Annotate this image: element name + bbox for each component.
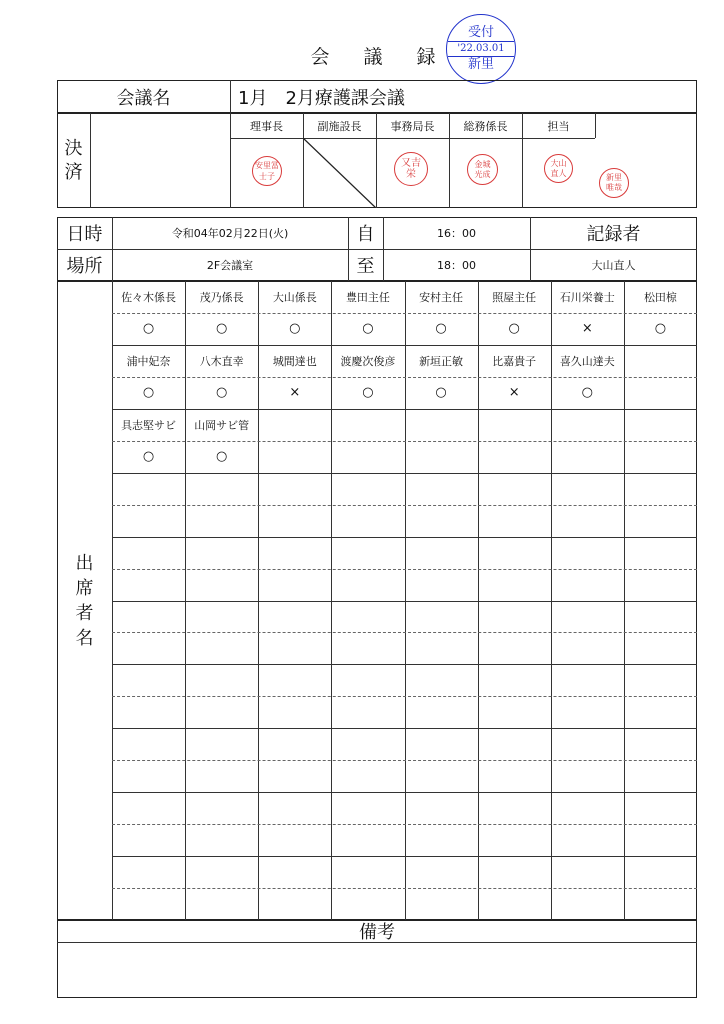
attendance-mark	[405, 760, 478, 792]
attendee-name	[331, 409, 404, 441]
attendee-name	[405, 601, 478, 633]
role-general-affairs: 総務係長	[463, 119, 508, 133]
attendance-mark	[624, 569, 697, 601]
attendance-mark	[478, 505, 551, 537]
attendance-mark	[405, 824, 478, 856]
attendance-mark	[185, 569, 258, 601]
attendance-mark	[405, 441, 478, 473]
attendance-mark: ○	[362, 321, 374, 337]
attendance-mark	[551, 505, 624, 537]
attendance-mark	[551, 569, 624, 601]
attendance-mark: ○	[435, 385, 447, 401]
attendee-name	[478, 728, 551, 760]
attendee-name	[112, 792, 185, 824]
to-time: 18：00	[437, 259, 476, 272]
attendee-name	[405, 792, 478, 824]
attendee-name	[331, 792, 404, 824]
attendee-name	[478, 409, 551, 441]
attendance-mark	[478, 760, 551, 792]
seal-in-charge: 大山直人	[544, 154, 573, 183]
attendance-mark: ○	[216, 321, 228, 337]
receipt-stamp-date: '22.03.01	[448, 41, 514, 57]
attendance-mark	[551, 824, 624, 856]
attendance-mark	[624, 377, 697, 409]
attendance-mark: ○	[435, 321, 447, 337]
attendee-name	[551, 728, 624, 760]
role-secretary-general: 事務局長	[390, 119, 435, 133]
role-vice-director: 副施設長	[317, 119, 362, 133]
attendee-name: 豊田主任	[345, 290, 390, 304]
attendee-name	[331, 664, 404, 696]
recorder-label: 記録者	[586, 224, 641, 245]
attendance-mark: ○	[289, 321, 301, 337]
role-in-charge: 担当	[547, 119, 570, 133]
attendee-name	[551, 664, 624, 696]
attendance-mark: ○	[216, 385, 228, 401]
attendee-name	[331, 728, 404, 760]
attendance-mark	[331, 441, 404, 473]
attendee-name	[258, 664, 331, 696]
to-label: 至	[356, 256, 375, 277]
attendance-mark	[478, 696, 551, 728]
attendee-name	[624, 792, 697, 824]
attendance-mark	[258, 505, 331, 537]
attendee-name	[185, 792, 258, 824]
attendee-name	[624, 601, 697, 633]
attendee-name	[112, 856, 185, 888]
attendee-name	[478, 537, 551, 569]
attendee-name	[624, 409, 697, 441]
attendee-name	[478, 601, 551, 633]
attendance-mark	[112, 824, 185, 856]
attendance-mark	[478, 441, 551, 473]
attendee-name	[112, 728, 185, 760]
attendee-name	[185, 728, 258, 760]
attendee-name	[331, 473, 404, 505]
attendee-name	[624, 664, 697, 696]
attendee-name	[185, 664, 258, 696]
approval-label: 決済	[64, 137, 83, 183]
attendance-mark	[258, 632, 331, 664]
attendee-name: 渡慶次俊彦	[340, 354, 396, 368]
attendee-name: 佐々木係長	[121, 290, 177, 304]
attendance-mark	[405, 696, 478, 728]
attendee-name	[405, 728, 478, 760]
attendance-mark: ○	[581, 385, 593, 401]
attendance-mark	[331, 632, 404, 664]
attendee-name: 山岡サビ管	[194, 418, 250, 432]
attendance-mark: ○	[654, 321, 667, 337]
attendance-mark	[624, 441, 697, 473]
attendance-mark: ○	[362, 385, 374, 401]
attendance-mark	[551, 760, 624, 792]
attendee-name	[405, 409, 478, 441]
receipt-stamp-top: 受付	[467, 25, 494, 40]
attendee-name	[551, 537, 624, 569]
attendee-name	[405, 664, 478, 696]
seal-secretary-general: 又吉栄	[394, 152, 428, 186]
attendance-mark	[185, 696, 258, 728]
attendee-name	[405, 537, 478, 569]
from-label: 自	[356, 224, 375, 245]
attendance-mark	[185, 888, 258, 920]
attendance-mark	[112, 505, 185, 537]
attendee-name	[478, 473, 551, 505]
attendee-name	[258, 409, 331, 441]
datetime-label: 日時	[66, 224, 103, 245]
attendance-mark	[551, 632, 624, 664]
attendee-name	[258, 601, 331, 633]
datetime-value: 令和04年02月22日(火)	[171, 227, 289, 240]
attendance-mark	[112, 632, 185, 664]
attendance-mark	[258, 760, 331, 792]
attendee-name	[624, 537, 697, 569]
attendance-mark	[331, 824, 404, 856]
attendance-mark	[185, 632, 258, 664]
attendance-mark	[624, 696, 697, 728]
attendance-mark: ×	[581, 321, 593, 337]
attendee-name: 比嘉貴子	[492, 354, 537, 368]
attendance-mark	[405, 505, 478, 537]
attendance-mark	[112, 696, 185, 728]
attendee-name	[624, 728, 697, 760]
receipt-stamp	[446, 14, 516, 84]
attendee-name	[258, 537, 331, 569]
seal-general-affairs: 金城光成	[467, 154, 498, 185]
attendee-name: 松田椋	[643, 290, 677, 304]
attendee-name	[478, 664, 551, 696]
attendee-name	[551, 792, 624, 824]
attendance-grid	[112, 281, 697, 920]
meeting-name-label: 会議名	[116, 87, 171, 109]
attendee-name	[185, 537, 258, 569]
attendance-mark	[258, 888, 331, 920]
attendance-mark	[258, 441, 331, 473]
receipt-stamp-bottom: 新里	[467, 57, 494, 72]
attendee-name	[331, 856, 404, 888]
attendee-name	[624, 345, 697, 377]
attendance-mark	[478, 569, 551, 601]
attendee-name: 大山係長	[272, 290, 317, 304]
attendance-mark: ×	[289, 385, 301, 401]
attendee-name: 安村主任	[419, 290, 464, 304]
attendance-label: 出席者名	[75, 552, 94, 649]
place-value: 2F会議室	[206, 259, 254, 272]
attendee-name: 浦中妃奈	[126, 354, 171, 368]
attendee-name	[551, 473, 624, 505]
attendee-name	[551, 856, 624, 888]
attendee-name: 城間達也	[272, 354, 317, 368]
attendee-name: 具志堅サビ	[121, 418, 177, 432]
attendee-name: 新垣正敏	[419, 354, 464, 368]
attendance-mark	[551, 441, 624, 473]
attendee-name	[112, 601, 185, 633]
attendance-mark	[112, 569, 185, 601]
attendee-name	[551, 601, 624, 633]
attendee-name	[258, 473, 331, 505]
attendance-mark	[405, 632, 478, 664]
attendance-mark	[258, 824, 331, 856]
attendance-mark	[624, 888, 697, 920]
attendance-mark	[331, 888, 404, 920]
attendee-name: 喜久山達夫	[559, 354, 615, 368]
vacant-slash	[303, 138, 376, 208]
attendance-mark: ○	[142, 449, 155, 465]
attendance-mark	[112, 888, 185, 920]
attendance-mark	[624, 505, 697, 537]
attendance-mark	[624, 824, 697, 856]
recorder-name: 大山直人	[591, 259, 636, 272]
attendee-name	[331, 601, 404, 633]
attendee-name	[185, 473, 258, 505]
attendance-mark: ○	[142, 385, 155, 401]
meeting-name-value: 1月 2月療護課会議	[238, 87, 405, 109]
attendee-name	[331, 537, 404, 569]
attendance-mark: ○	[216, 449, 228, 465]
attendee-name	[405, 473, 478, 505]
attendance-mark	[185, 505, 258, 537]
seal-extra: 新里唯哉	[599, 168, 629, 198]
attendee-name: 八木直幸	[199, 354, 244, 368]
page-title: 会 議 録	[310, 45, 450, 68]
attendance-mark	[258, 569, 331, 601]
attendee-name	[258, 856, 331, 888]
attendance-mark	[112, 760, 185, 792]
attendee-name	[624, 856, 697, 888]
attendee-name	[258, 792, 331, 824]
remarks-area[interactable]	[58, 943, 696, 997]
attendee-name	[112, 473, 185, 505]
attendance-mark	[551, 696, 624, 728]
attendance-mark	[478, 632, 551, 664]
attendance-mark	[624, 760, 697, 792]
attendance-mark	[405, 569, 478, 601]
attendance-mark	[478, 824, 551, 856]
attendance-mark	[185, 760, 258, 792]
attendance-mark	[405, 888, 478, 920]
seal-chairman: 安里冨士子	[252, 156, 282, 186]
attendance-mark	[551, 888, 624, 920]
from-time: 16：00	[437, 227, 476, 240]
attendee-name	[185, 856, 258, 888]
attendance-mark	[331, 696, 404, 728]
attendance-mark	[331, 760, 404, 792]
attendance-mark: ○	[508, 321, 520, 337]
remarks-label: 備考	[359, 922, 395, 943]
attendee-name: 石川栄養士	[559, 290, 615, 304]
attendance-mark	[331, 505, 404, 537]
attendance-mark	[331, 569, 404, 601]
attendee-name	[551, 409, 624, 441]
attendance-mark	[258, 696, 331, 728]
attendee-name	[478, 856, 551, 888]
attendee-name	[258, 728, 331, 760]
place-label: 場所	[66, 256, 103, 277]
attendance-mark: ×	[508, 385, 520, 401]
attendee-name	[624, 473, 697, 505]
attendance-mark: ○	[142, 321, 155, 337]
attendee-name	[405, 856, 478, 888]
attendee-name	[112, 664, 185, 696]
attendee-name	[478, 792, 551, 824]
attendee-name	[112, 537, 185, 569]
attendee-name: 照屋主任	[492, 290, 537, 304]
attendance-mark	[185, 824, 258, 856]
attendee-name: 茂乃係長	[199, 290, 244, 304]
attendance-mark	[624, 632, 697, 664]
role-chairman: 理事長	[250, 119, 283, 133]
attendee-name	[185, 601, 258, 633]
attendance-mark	[478, 888, 551, 920]
